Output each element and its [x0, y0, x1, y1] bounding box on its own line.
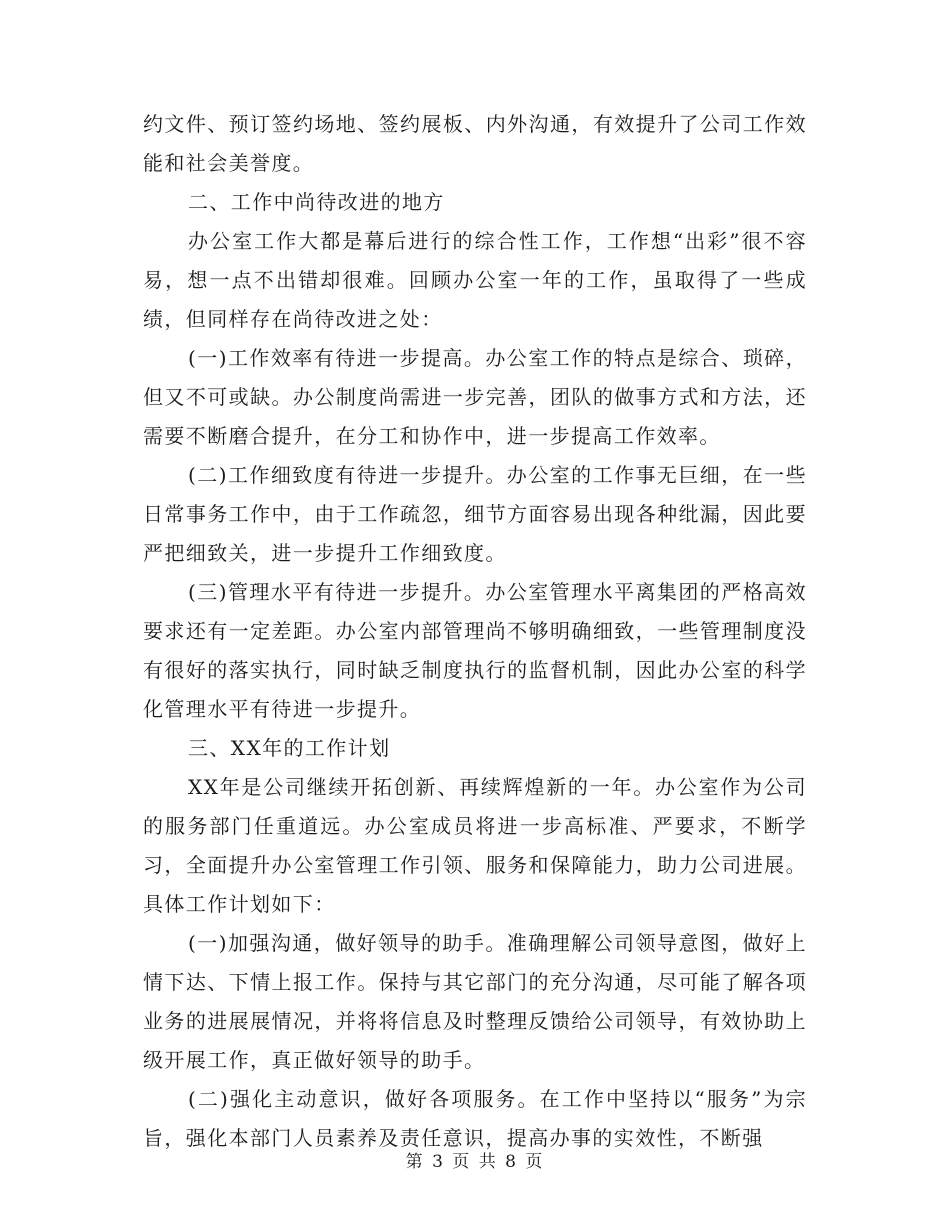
paragraph-6: (三)管理水平有待进一步提升。办公室管理水平离集团的严格高效要求还有一定差距。办公室内部管理尚不够明确细致，一些管理制度没有很好的落实执行，同时缺乏制度执行的监督机制，因此办公室的科学化管理水平有待进一步提升。	[143, 580, 807, 721]
document-body	[143, 105, 807, 1158]
paragraph-8: XX年是公司继续开拓创新、再续辉煌新的一年。办公室作为公司的服务部门任重道远。办公室成员将进一步高标准、严要求，不断学习，全面提升办公室管理工作引领、服务和保障能力，助力公司进展。具体工作计划如下：	[143, 775, 807, 916]
section-heading-3: 三、XX年的工作计划	[188, 736, 391, 760]
page-number-footer: 第 3 页 共 8 页	[405, 1152, 545, 1172]
paragraph-3: 办公室工作大都是幕后进行的综合性工作，工作想“出彩”很不容易，想一点不出错却很难。回顾办公室一年的工作，虽取得了一些成绩，但同样存在尚待改进之处：	[143, 229, 807, 331]
paragraph-4: (一)工作效率有待进一步提高。办公室工作的特点是综合、琐碎，但又不可或缺。办公制度尚需进一步完善，团队的做事方式和方法，还需要不断磨合提升，在分工和协作中，进一步提高工作效率。	[143, 346, 807, 448]
paragraph-1: 约文件、预订签约场地、签约展板、内外沟通，有效提升了公司工作效能和社会美誉度。	[143, 112, 807, 175]
paragraph-10: (二)强化主动意识，做好各项服务。在工作中坚持以“服务”为宗旨，强化本部门人员素养及责任意识，提高办事的实效性，不断强	[143, 1087, 807, 1150]
paragraph-5: (二)工作细致度有待进一步提升。办公室的工作事无巨细，在一些日常事务工作中，由于工作疏忽，细节方面容易出现各种纰漏，因此要严把细致关，进一步提升工作细致度。	[143, 463, 807, 565]
section-heading-2: 二、工作中尚待改进的地方	[188, 190, 445, 214]
paragraph-9: (一)加强沟通，做好领导的助手。准确理解公司领导意图，做好上情下达、下情上报工作。保持与其它部门的充分沟通，尽可能了解各项业务的进展展情况，并将将信息及时整理反馈给公司领导，有效协助上级开展工作，真正做好领导的助手。	[143, 931, 807, 1072]
